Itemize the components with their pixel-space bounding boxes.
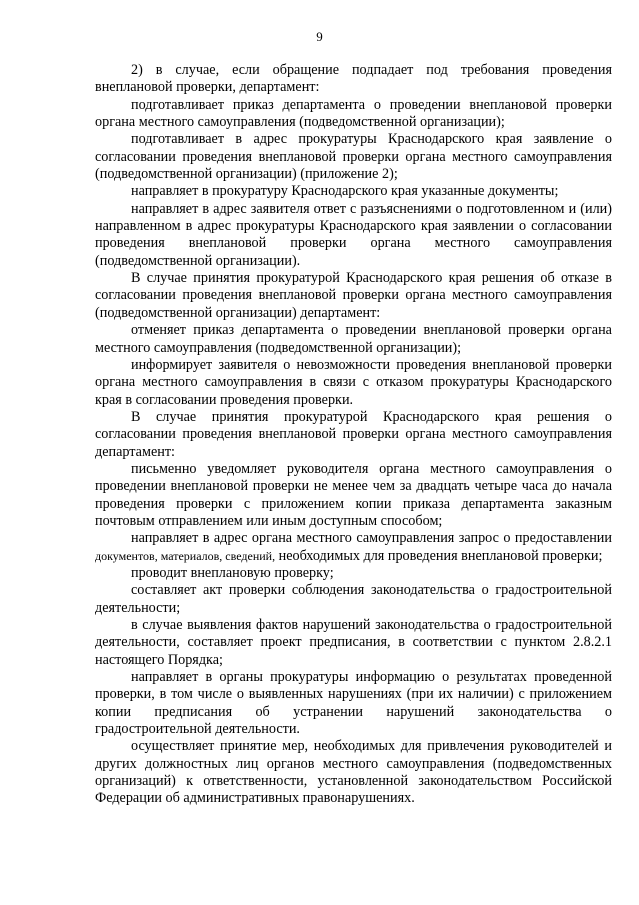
paragraph: составляет акт проверки соблюдения законодательства о градостроительной деятельности; (95, 582, 612, 616)
paragraph: направляет в органы прокуратуры информацию о результатах проведенной проверки, в том числе о выявленных нарушениях (при их наличии) с приложением копии предписания об устранении нарушений законодательства о градостроительной деятельности. (95, 669, 612, 738)
paragraph: В случае принятия прокуратурой Краснодарского края решения об отказе в согласовании проведения внеплановой проверки органа местного самоуправления (подведомственной организации) департамент: (95, 270, 612, 321)
paragraph: подготавливает в адрес прокуратуры Краснодарского края заявление о согласовании проведения внеплановой проверки органа местного самоуправления (подведомственной организации) (приложение 2); (95, 131, 612, 183)
paragraph: в случае выявления фактов нарушений законодательства о градостроительной деятельности, составляет проект предписания, в соответствии с пунктом 2.8.2.1 настоящего Порядка; (95, 617, 612, 668)
paragraph: направляет в адрес заявителя ответ с разъяснениями о подготовленном и (или) направленном в адрес прокуратуры Краснодарского края заявлении о согласовании проведения внеплановой проверки органа местного самоуправления (подведомственной организации). (95, 200, 612, 269)
page-number: 9 (316, 29, 323, 44)
paragraph-request-end: необходимых для проведения внеплановой проверки; (275, 547, 603, 564)
paragraph: направляет в прокуратуру Краснодарского края указанные документы; (131, 183, 559, 200)
paragraph: проводит внеплановую проверку; (131, 564, 334, 581)
paragraph-request-small-text: документов, материалов, сведений, (95, 548, 276, 563)
paragraph: письменно уведомляет руководителя органа местного самоуправления о проведении внеплановой проверки не менее чем за двадцать четыре часа до начала проведения проверки с приложением копии приказа департамента заказным почтовым отправлением или иным доступным способом; (95, 460, 612, 529)
paragraph: В случае принятия прокуратурой Краснодарского края решения о согласовании проведения внеплановой проверки органа местного самоуправления департамент: (95, 408, 612, 460)
paragraph-request (95, 530, 612, 565)
paragraph: подготавливает приказ департамента о проведении внеплановой проверки органа местного самоуправления (подведомственной организации); (95, 96, 612, 131)
paragraph: 2) в случае, если обращение подпадает под требования проведения внеплановой проверки, департамент: (95, 62, 612, 96)
paragraph: осуществляет принятие мер, необходимых для привлечения руководителей и других должностных лиц органов местного самоуправления (подведомственных организаций) к ответственности, установленной законодательством Российской Федерации об административных правонарушениях. (95, 738, 612, 807)
paragraph: отменяет приказ департамента о проведении внеплановой проверки органа местного самоуправления (подведомственной организации); (95, 322, 612, 356)
document-body (95, 62, 612, 808)
paragraph: информирует заявителя о невозможности проведения внеплановой проверки органа местного самоуправления в связи с отказом прокуратуры Краснодарского края в согласовании проведения проверки. (95, 356, 612, 408)
paragraph-request-start: направляет в адрес органа местного самоуправления запрос о предоставлении (131, 530, 612, 547)
